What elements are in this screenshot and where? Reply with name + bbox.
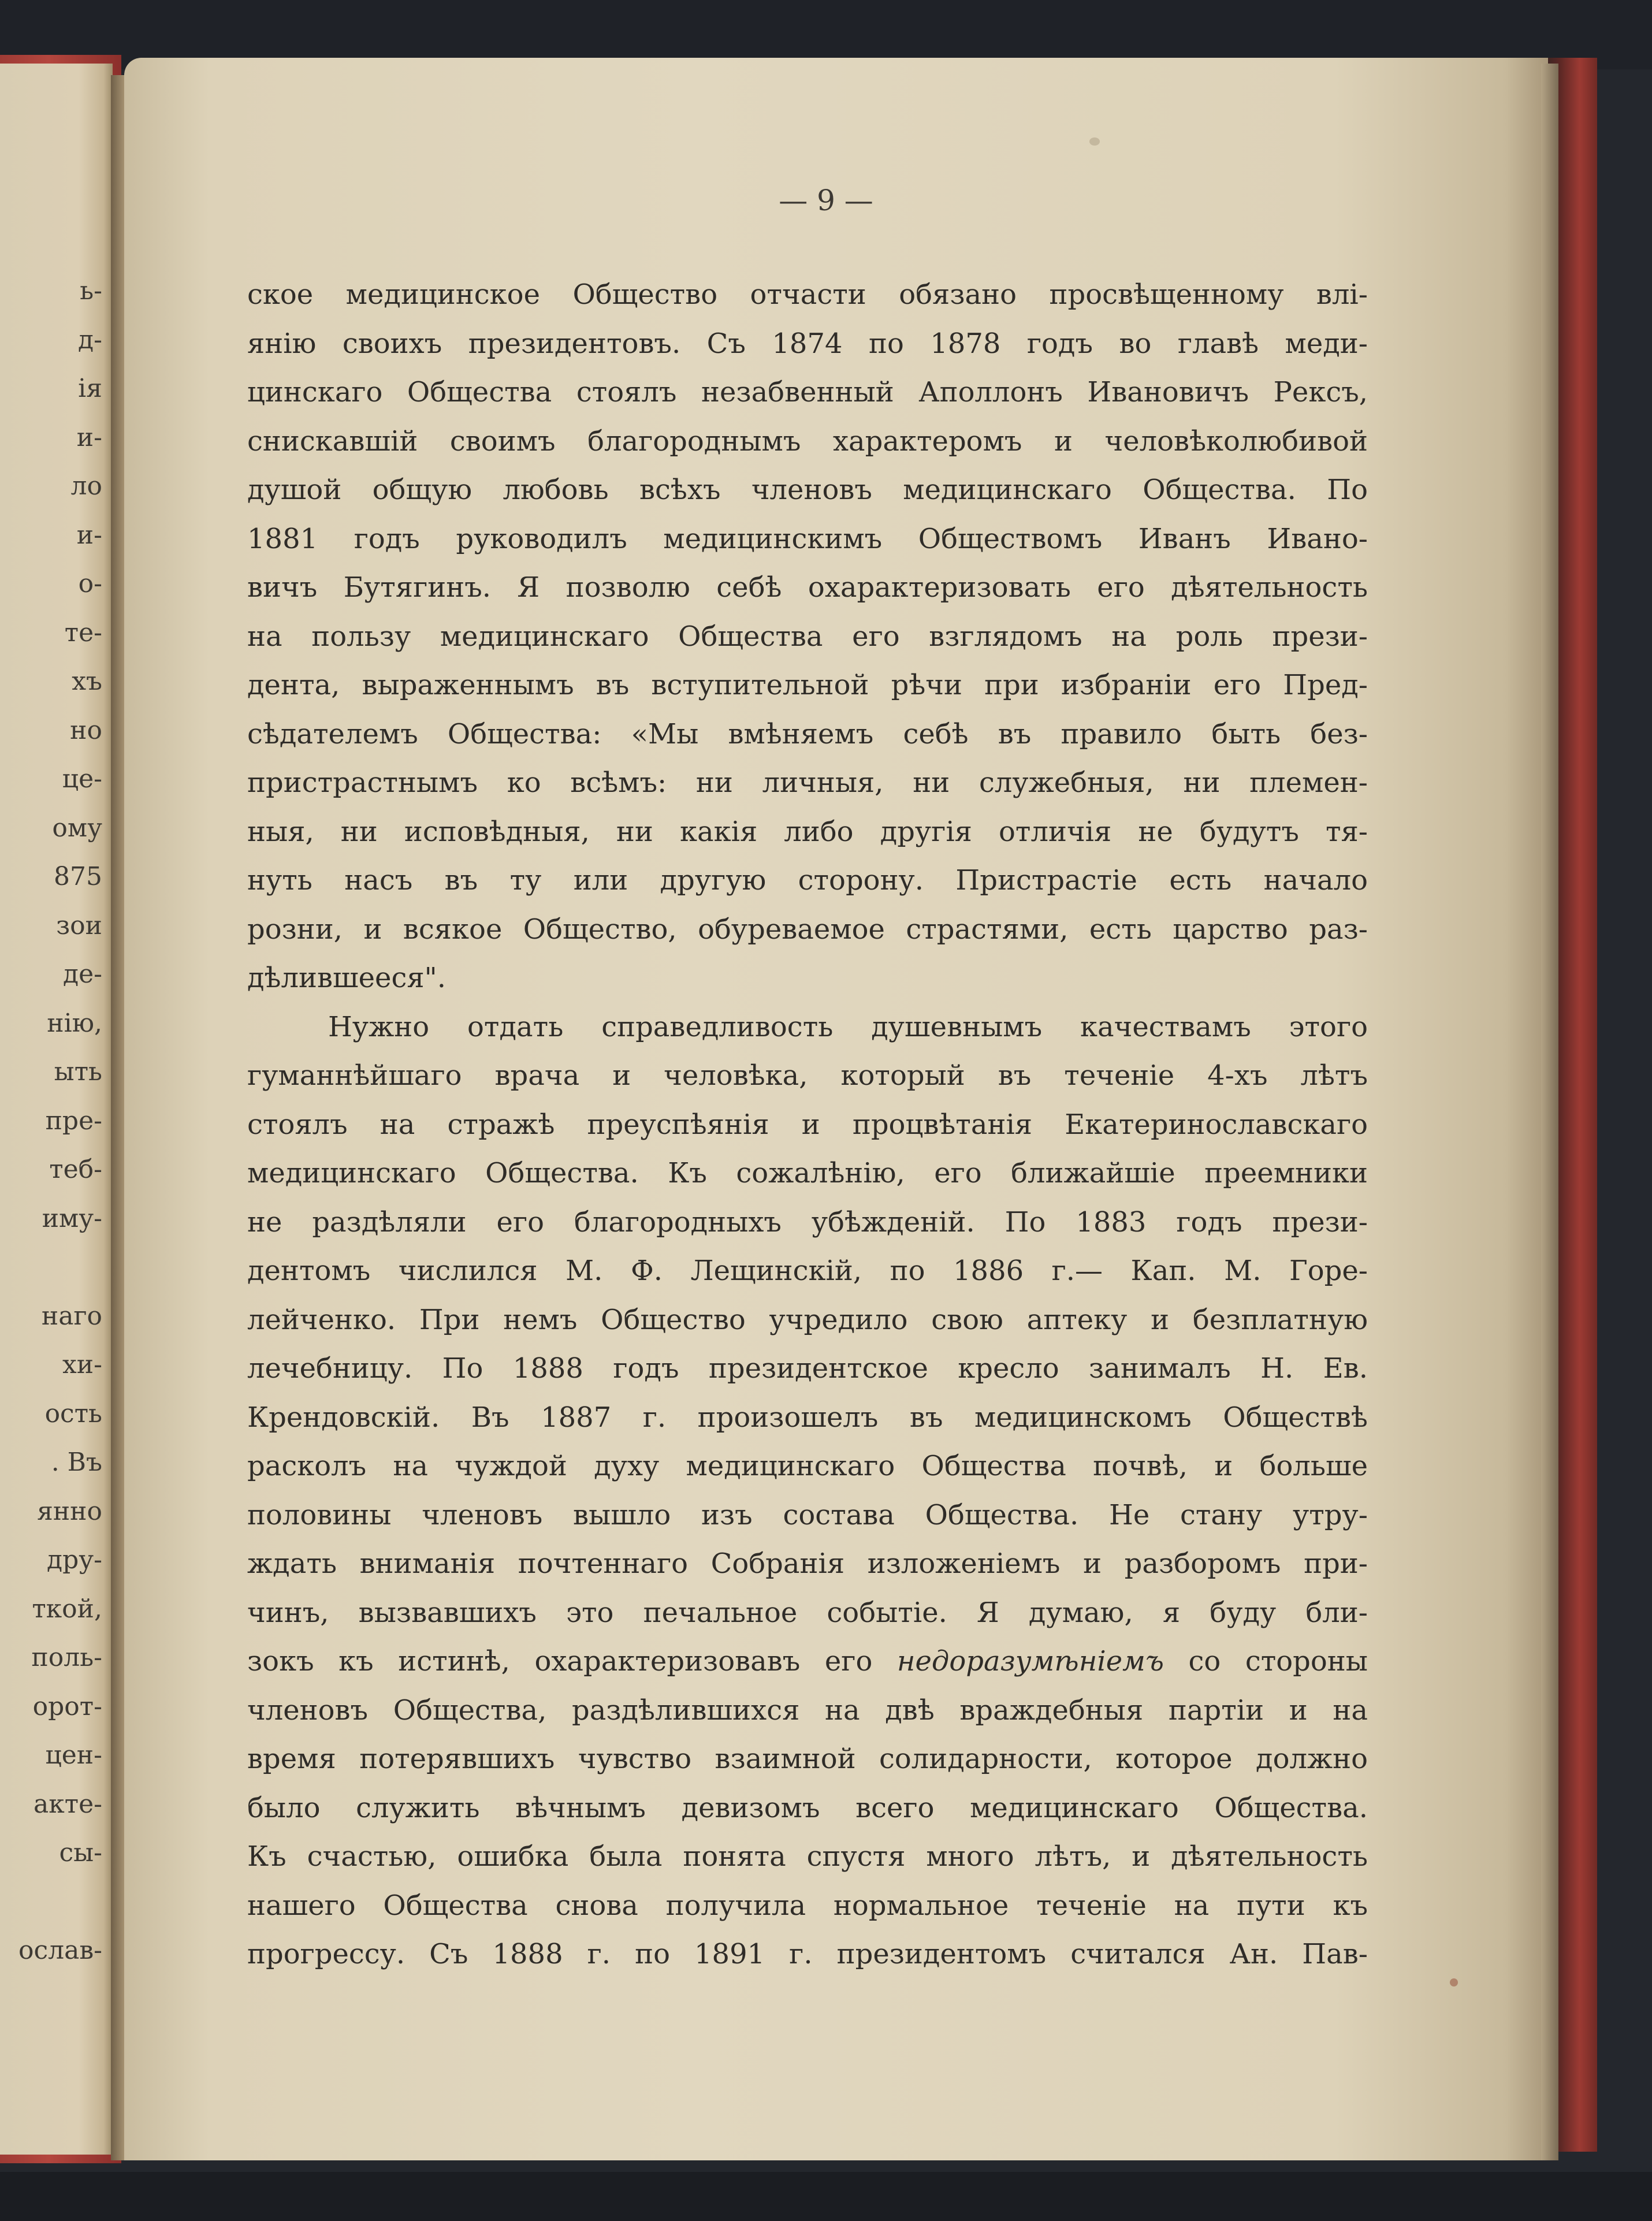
previous-page-line-fragment: сы- bbox=[59, 1838, 102, 1867]
previous-page-line-fragment: но bbox=[70, 715, 102, 745]
text-line: розни, и всякое Общество, обуреваемое страстями, есть царство раз- bbox=[247, 913, 1368, 946]
text-line: медицинскаго Общества. Къ сожалѣнію, его ближайшіе преемники bbox=[247, 1157, 1368, 1189]
previous-page-line-fragment: янно bbox=[37, 1496, 102, 1526]
paper-stain bbox=[1089, 137, 1100, 146]
previous-page-line-fragment: д- bbox=[78, 325, 102, 355]
text-line: ныя, ни исповѣдныя, ни какія либо другія отличія не будутъ тя- bbox=[247, 815, 1368, 848]
text-line: половины членовъ вышло изъ состава Общества. Не стану утру- bbox=[247, 1498, 1368, 1531]
previous-page-line-fragment: акте- bbox=[34, 1789, 102, 1819]
paragraph-1 bbox=[247, 270, 1368, 1003]
previous-page-line-fragment: поль- bbox=[31, 1643, 102, 1672]
previous-page-line-fragment: ткой, bbox=[32, 1594, 102, 1624]
previous-page-line-fragment: пре- bbox=[45, 1106, 102, 1136]
text-line: душой общую любовь всѣхъ членовъ медицинскаго Общества. По bbox=[247, 474, 1368, 506]
previous-page-line-fragment: хъ bbox=[72, 667, 102, 696]
text-line: членовъ Общества, раздѣлившихся на двѣ враждебныя партіи и на bbox=[247, 1694, 1368, 1727]
paragraph-2 bbox=[247, 1003, 1368, 1979]
text-line: Крендовскій. Въ 1887 г. произошелъ въ медицинскомъ Обществѣ bbox=[247, 1401, 1368, 1434]
previous-page-line-fragment: ія bbox=[78, 374, 102, 403]
previous-page-line-fragment: и- bbox=[76, 422, 102, 452]
text-line: пристрастнымъ ко всѣмъ: ни личныя, ни служебныя, ни племен- bbox=[247, 767, 1368, 799]
previous-page-line-fragment: зои bbox=[56, 910, 102, 940]
text-line: чинъ, вызвавшихъ это печальное событіе. Я думаю, я буду бли- bbox=[247, 1596, 1368, 1629]
text-line: дѣлившееся". bbox=[247, 962, 446, 994]
previous-page-line-fragment: о- bbox=[78, 569, 102, 598]
previous-page-line-fragment: ло bbox=[70, 471, 102, 501]
previous-page-line-fragment: орот- bbox=[32, 1691, 102, 1721]
previous-page-line-fragment: те- bbox=[64, 617, 102, 648]
text-line: ское медицинское Общество отчасти обязано просвѣщенному влі- bbox=[247, 278, 1368, 311]
emphasized-word: недоразумѣніемъ bbox=[896, 1645, 1164, 1677]
previous-page-line-fragment: цен- bbox=[45, 1740, 102, 1770]
text-line: было служить вѣчнымъ девизомъ всего медицинскаго Общества. bbox=[247, 1791, 1368, 1824]
text-line bbox=[247, 1637, 1368, 1686]
text-line: цинскаго Общества стоялъ незабвенный Аполлонъ Ивановичъ Рексъ, bbox=[247, 376, 1368, 408]
page-number: — 9 — bbox=[779, 184, 873, 217]
previous-page-line-fragment: . Въ bbox=[51, 1448, 102, 1477]
text-line: время потерявшихъ чувство взаимной солидарности, которое должно bbox=[247, 1743, 1368, 1775]
previous-page-fragment bbox=[0, 64, 113, 2155]
text-line: вичъ Бутягинъ. Я позволю себѣ охарактеризовать его дѣятельность bbox=[247, 571, 1368, 604]
text-line: не раздѣляли его благородныхъ убѣжденій. По 1883 годъ прези- bbox=[247, 1206, 1368, 1238]
text-line: гуманнѣйшаго врача и человѣка, который въ теченіе 4-хъ лѣтъ bbox=[247, 1059, 1368, 1092]
previous-page-line-fragment: ому bbox=[52, 813, 102, 843]
text-line: снискавшій своимъ благороднымъ характеромъ и человѣколюбивой bbox=[247, 425, 1368, 457]
text-line: прогрессу. Съ 1888 г. по 1891 г. президентомъ считался Ан. Пав- bbox=[247, 1938, 1368, 1970]
previous-page-line-fragment: ыть bbox=[54, 1057, 102, 1087]
text-line: нашего Общества снова получила нормальное теченіе на пути къ bbox=[247, 1889, 1368, 1922]
previous-page-line-fragment: и- bbox=[76, 520, 102, 550]
previous-page-line-fragment: 875 bbox=[54, 862, 102, 891]
previous-page-line-fragment: ь- bbox=[80, 276, 102, 306]
previous-page-line-fragment: наго bbox=[41, 1301, 102, 1331]
previous-page-line-fragment: ость bbox=[44, 1398, 102, 1428]
text-line: расколъ на чуждой духу медицинскаго Общества почвѣ, и больше bbox=[247, 1450, 1368, 1482]
text-line: нуть насъ въ ту или другую сторону. Пристрастіе есть начало bbox=[247, 864, 1368, 896]
text-line: 1881 годъ руководилъ медицинскимъ Обществомъ Иванъ Ивано- bbox=[247, 522, 1368, 555]
text-line: дента, выраженнымъ въ вступительной рѣчи при избраніи его Пред- bbox=[247, 669, 1368, 701]
text-line: лечебницу. По 1888 годъ президентское кресло занималъ Н. Ев. bbox=[247, 1352, 1368, 1385]
previous-page-line-fragment: це- bbox=[62, 764, 102, 794]
text-span: зокъ къ истинѣ, охарактеризовавъ его bbox=[247, 1645, 873, 1677]
background-bottom bbox=[0, 2172, 1652, 2221]
paper-stain bbox=[1450, 1978, 1458, 1986]
text-line: стоялъ на стражѣ преуспѣянія и процвѣтанія Екатеринославскаго bbox=[247, 1108, 1368, 1141]
previous-page-line-fragment: теб- bbox=[49, 1155, 102, 1184]
previous-page-line-fragment: иму- bbox=[42, 1203, 102, 1233]
text-line: янію своихъ президентовъ. Съ 1874 по 1878 годъ во главѣ меди- bbox=[247, 327, 1368, 360]
previous-page-line-fragment: хи- bbox=[62, 1350, 102, 1379]
previous-page-line-fragment: ослав- bbox=[18, 1936, 102, 1965]
text-line: на пользу медицинскаго Общества его взглядомъ на роль прези- bbox=[247, 620, 1368, 653]
page-text bbox=[247, 270, 1368, 1979]
text-line: лейченко. При немъ Общество учредило свою аптеку и безплатную bbox=[247, 1303, 1368, 1336]
previous-page-line-fragment: дру- bbox=[46, 1545, 102, 1575]
text-line: Нужно отдать справедливость душевнымъ качествамъ этого bbox=[328, 1010, 1368, 1043]
previous-page-line-fragment: де- bbox=[63, 959, 102, 989]
text-line: Къ счастью, ошибка была понята спустя много лѣтъ, и дѣятельность bbox=[247, 1840, 1368, 1873]
previous-page-line-fragment: нію, bbox=[47, 1008, 102, 1038]
text-line: дентомъ числился М. Ф. Лещинскій, по 1886 г.— Кап. М. Горе- bbox=[247, 1255, 1368, 1287]
text-span: со стороны bbox=[1188, 1645, 1368, 1677]
text-line: сѣдателемъ Общества: «Мы вмѣняемъ себѣ въ правило быть без- bbox=[247, 717, 1368, 750]
text-line: ждать вниманія почтеннаго Собранія изложеніемъ и разборомъ при- bbox=[247, 1547, 1368, 1580]
page-edge bbox=[1541, 64, 1558, 2160]
